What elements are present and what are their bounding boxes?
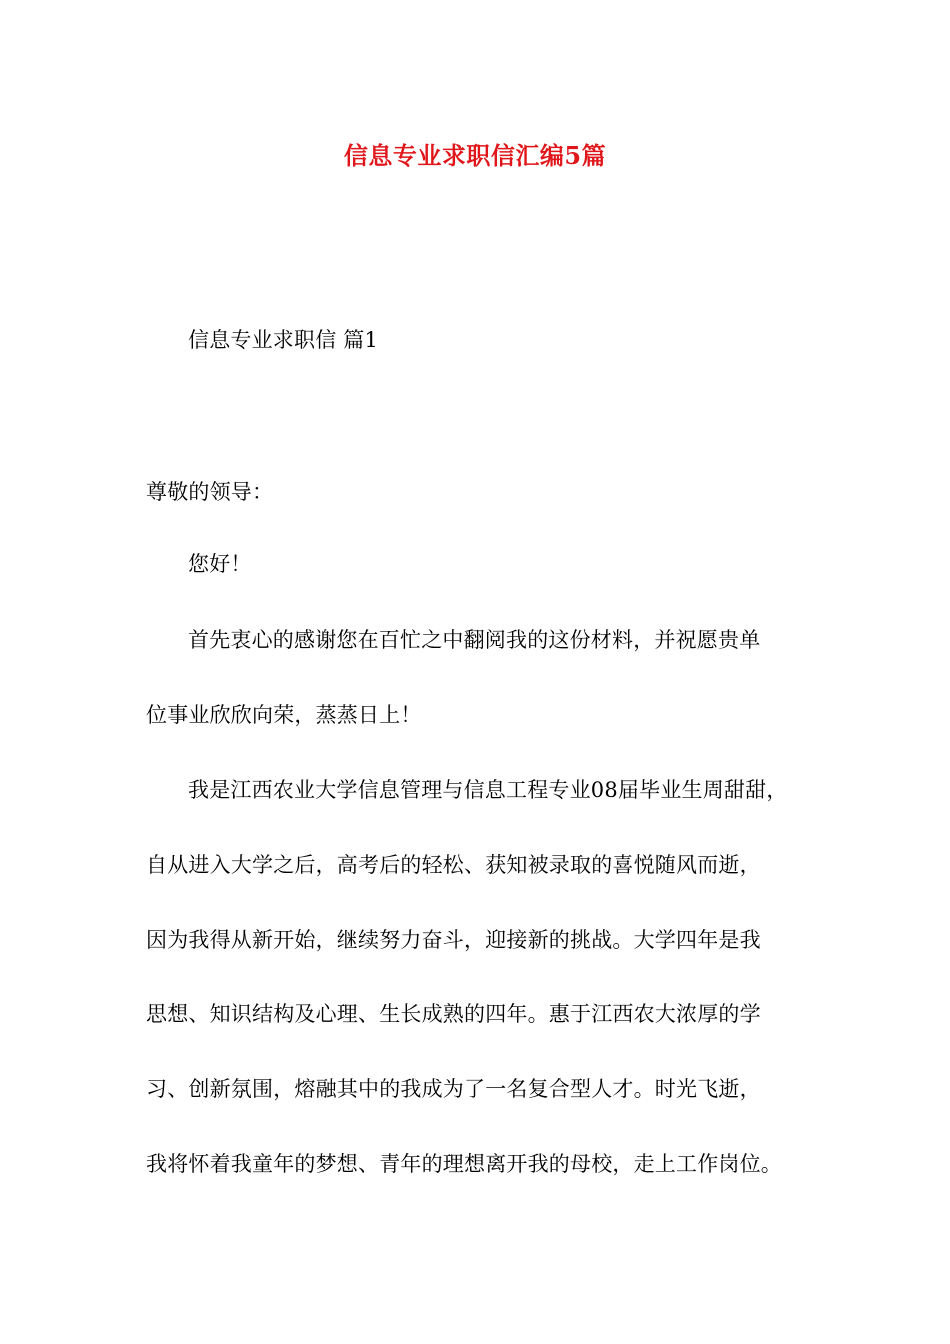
paragraph-line: 因为我得从新开始，继续努力奋斗，迎接新的挑战。大学四年是我 (146, 928, 761, 952)
section-heading: 信息专业求职信 篇1 (188, 328, 379, 352)
salutation: 尊敬的领导： (146, 480, 274, 504)
paragraph-line: 位事业欣欣向荣，蒸蒸日上！ (146, 703, 422, 727)
paragraph-line: 首先衷心的感谢您在百忙之中翻阅我的这份材料，并祝愿贵单 (188, 628, 761, 652)
document-title: 信息专业求职信汇编5篇 (343, 141, 607, 170)
paragraph-line: 我将怀着我童年的梦想、青年的理想离开我的母校，走上工作岗位。 (146, 1152, 782, 1176)
paragraph-line: 我是江西农业大学信息管理与信息工程专业08届毕业生周甜甜， (188, 778, 788, 802)
paragraph-line: 习、创新氛围，熔融其中的我成为了一名复合型人才。时光飞逝， (146, 1077, 761, 1101)
paragraph-line: 自从进入大学之后，高考后的轻松、获知被录取的喜悦随风而逝， (146, 853, 761, 877)
paragraph-line: 思想、知识结构及心理、生长成熟的四年。惠于江西农大浓厚的学 (146, 1002, 761, 1026)
greeting: 您好！ (188, 552, 252, 576)
